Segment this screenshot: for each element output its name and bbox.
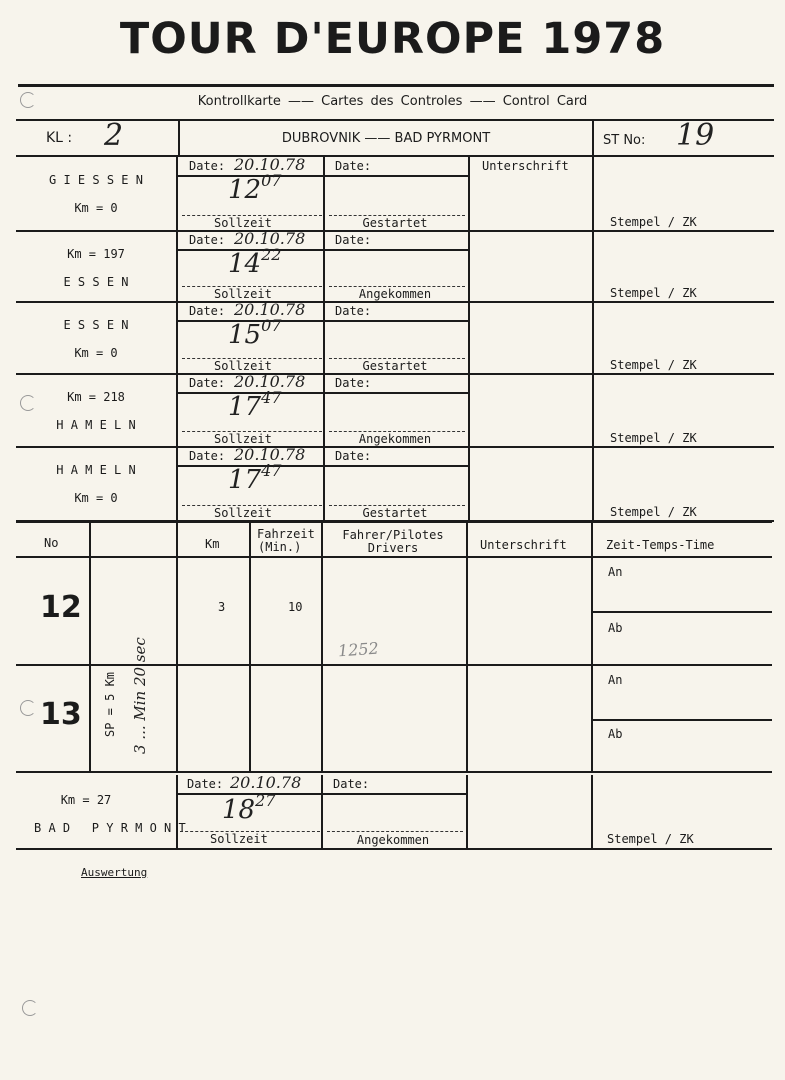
location-line: H A M E L N: [56, 418, 136, 432]
status-label: Gestartet: [362, 506, 428, 520]
stage-km: 3: [218, 600, 226, 614]
sollzeit-label: Sollzeit: [210, 832, 268, 846]
date-value: 20.10.78: [234, 229, 306, 248]
divider: [176, 231, 178, 302]
target-time: [228, 245, 282, 279]
auswertung-label: Auswertung: [81, 866, 148, 879]
rule: [16, 664, 772, 666]
stage-number: 12: [40, 590, 82, 625]
subtitle: Kontrollkarte —— Cartes des Controles —— Control Card: [197, 94, 588, 109]
rule: [176, 249, 469, 251]
date-label: Date:: [189, 376, 226, 390]
divider: [592, 119, 594, 157]
divider: [176, 775, 178, 849]
status-label: Angekommen: [356, 833, 430, 847]
divider: [468, 374, 470, 447]
rule: [592, 611, 772, 613]
sollzeit-label: Sollzeit: [214, 359, 272, 373]
divider: [89, 521, 91, 772]
date-label: Date:: [189, 159, 226, 173]
rule: [16, 556, 772, 558]
st-label: ST No:: [603, 133, 646, 148]
stamp-label: Stempel / ZK: [610, 215, 697, 229]
header-drivers-1: Fahrer/Pilotes: [342, 528, 444, 542]
sollzeit-label: Sollzeit: [214, 432, 272, 446]
location-line: Km = 27: [60, 793, 112, 807]
route: DUBROVNIK —— BAD PYRMONT: [281, 131, 491, 146]
rule: [176, 320, 469, 322]
rule: [16, 848, 772, 850]
time-hours: 15: [228, 320, 262, 350]
header-no: No: [44, 536, 59, 550]
date-label: Date:: [335, 233, 372, 247]
time-ab: Ab: [608, 621, 623, 635]
time-an: An: [608, 565, 623, 579]
divider: [466, 521, 468, 772]
divider: [176, 374, 178, 447]
date-value: 20.10.78: [234, 300, 306, 319]
location-line: Km = 197: [67, 247, 125, 261]
target-time: [228, 316, 282, 350]
location-line: Km = 218: [67, 390, 125, 404]
stamp-label: Stempel / ZK: [610, 286, 697, 300]
rule: [16, 521, 772, 523]
divider: [468, 231, 470, 302]
stage-min-sec: 3 ... Min 20 sec: [131, 637, 149, 754]
date-value: 20.10.78: [234, 372, 306, 391]
punch-hole: [22, 1000, 38, 1016]
divider: [321, 521, 323, 772]
location-line: Km = 0: [74, 346, 118, 360]
stage-number: 13: [40, 697, 82, 732]
target-time: [228, 171, 282, 205]
rule: [16, 301, 774, 303]
divider: [592, 447, 594, 521]
rule: [176, 175, 469, 177]
divider: [176, 521, 178, 772]
time-minutes: 07: [261, 171, 282, 190]
status-label: Gestartet: [362, 359, 428, 373]
dashed-line: [327, 831, 463, 832]
divider: [468, 302, 470, 374]
time-minutes: 07: [261, 316, 282, 335]
time-hours: 12: [228, 175, 262, 205]
rule: [16, 446, 774, 448]
date-label: Date:: [335, 449, 372, 463]
divider: [468, 157, 470, 231]
stamp-label: Stempel / ZK: [610, 358, 697, 372]
rule: [16, 771, 772, 773]
location-line: G I E S S E N: [49, 173, 143, 187]
status-label: Gestartet: [362, 216, 428, 230]
rule: [16, 230, 774, 232]
sollzeit-label: Sollzeit: [214, 216, 272, 230]
header-drivers-2: Drivers: [367, 541, 419, 555]
divider: [249, 521, 251, 772]
date-label: Date:: [189, 304, 226, 318]
rule: [16, 155, 774, 157]
date-label: Date:: [189, 233, 226, 247]
divider: [466, 775, 468, 849]
status-label: Angekommen: [358, 287, 432, 301]
date-label: Date:: [335, 159, 372, 173]
time-an: An: [608, 673, 623, 687]
target-time: [222, 791, 276, 825]
divider: [468, 447, 470, 521]
rule: [176, 793, 467, 795]
time-hours: 17: [228, 392, 262, 422]
signature-label: Unterschrift: [482, 159, 569, 173]
time-ab: Ab: [608, 727, 623, 741]
sp-distance: SP = 5 Km: [103, 671, 117, 737]
date-value: 20.10.78: [230, 773, 302, 792]
target-time: [228, 388, 282, 422]
date-label: Date:: [333, 777, 370, 791]
location-line: H A M E L N: [56, 463, 136, 477]
st-value: 19: [676, 118, 715, 153]
stamp-label: Stempel / ZK: [610, 431, 697, 445]
location-line: Km = 0: [74, 201, 118, 215]
divider: [592, 231, 594, 302]
location-line: E S S E N: [63, 318, 129, 332]
divider: [176, 157, 178, 231]
sollzeit-label: Sollzeit: [214, 506, 272, 520]
divider: [176, 447, 178, 521]
divider: [592, 302, 594, 374]
location-line: B A D P Y R M O N T: [34, 821, 186, 835]
date-label: Date:: [335, 304, 372, 318]
rule: [18, 84, 774, 87]
divider: [592, 374, 594, 447]
stamp-label: Stempel / ZK: [610, 505, 697, 519]
page-title: TOUR D'EUROPE 1978: [119, 14, 666, 64]
divider: [591, 521, 593, 772]
time-minutes: 27: [255, 791, 276, 810]
header-time: Zeit-Temps-Time: [606, 538, 715, 552]
date-label: Date:: [187, 777, 224, 791]
time-minutes: 47: [261, 388, 282, 407]
status-label: Angekommen: [358, 432, 432, 446]
header-fahrzeit-unit: (Min.): [258, 540, 302, 554]
header-km: Km: [205, 537, 220, 551]
target-time: [228, 461, 282, 495]
rule: [176, 465, 469, 467]
rule: [592, 719, 772, 721]
time-minutes: 47: [261, 461, 282, 480]
header-signature: Unterschrift: [480, 538, 567, 552]
time-hours: 14: [228, 249, 262, 279]
stage-fahrzeit: 10: [288, 600, 303, 614]
rule: [176, 392, 469, 394]
time-hours: 17: [228, 465, 262, 495]
divider: [592, 157, 594, 231]
punch-hole: [20, 700, 36, 716]
date-value: 20.10.78: [234, 445, 306, 464]
header-fahrzeit: Fahrzeit: [257, 527, 315, 541]
time-hours: 18: [222, 795, 256, 825]
divider: [176, 302, 178, 374]
location-line: E S S E N: [63, 275, 129, 289]
location-line: Km = 0: [74, 491, 118, 505]
date-value: 20.10.78: [234, 155, 306, 174]
rule: [16, 119, 774, 121]
date-label: Date:: [189, 449, 226, 463]
date-label: Date:: [335, 376, 372, 390]
sollzeit-label: Sollzeit: [214, 287, 272, 301]
rule: [16, 373, 774, 375]
kl-value: 2: [104, 118, 124, 153]
handwritten-note: 1252: [337, 638, 380, 661]
divider: [591, 775, 593, 849]
time-minutes: 22: [261, 245, 282, 264]
stamp-label: Stempel / ZK: [607, 832, 694, 846]
kl-label: KL :: [46, 130, 73, 146]
